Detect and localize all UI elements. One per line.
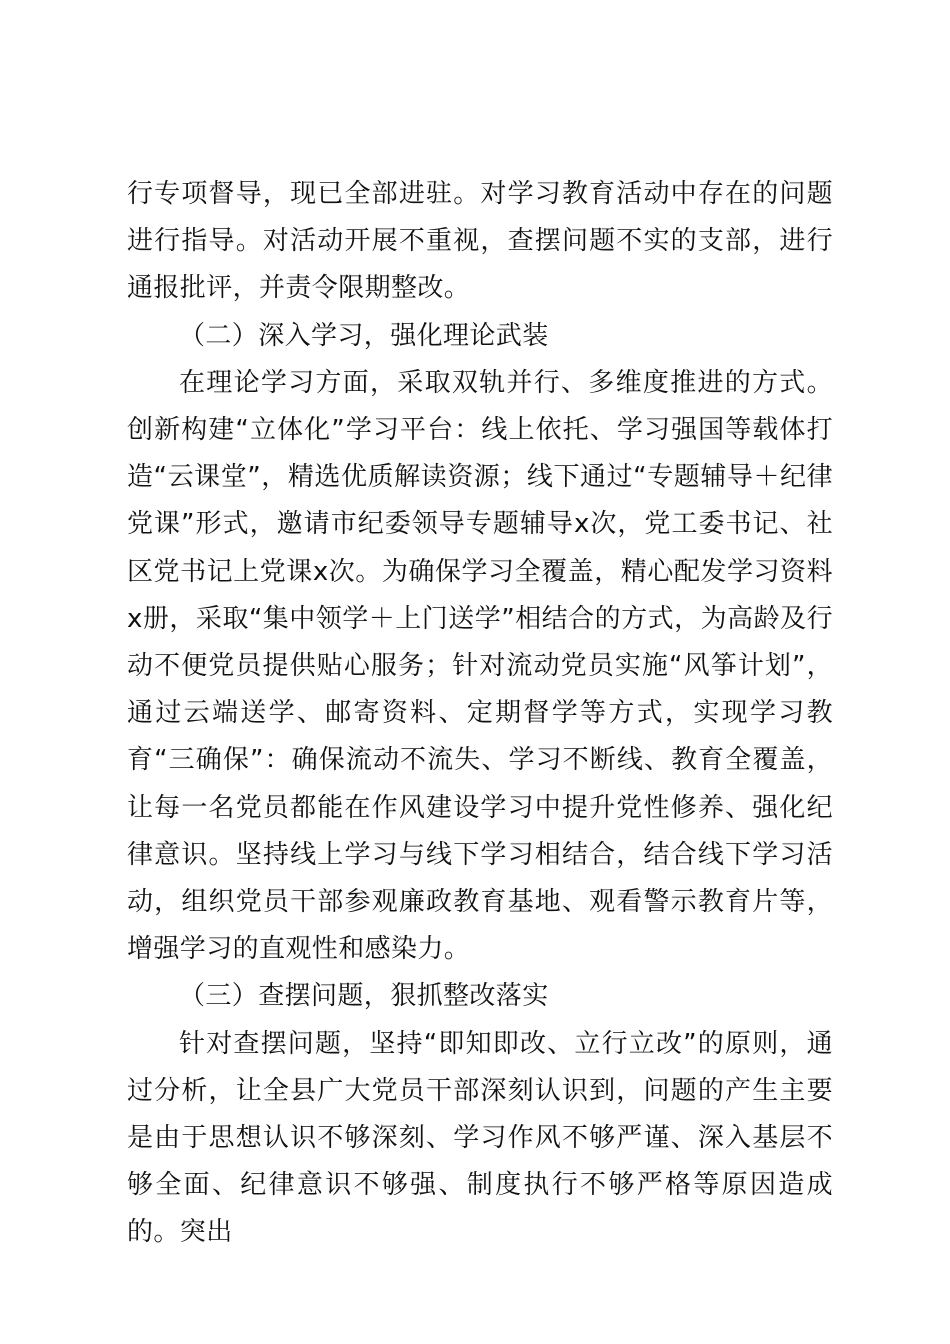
section-heading-deep-study: （二）深入学习，强化理论武装 — [179, 320, 549, 351]
paragraph-problem-analysis: 针对查摆问题，坚持“即知即改、立行立改”的原则，通过分析，让全县广大党员干部深刻认识到，问题的产生主要是由于思想认识不够深刻、学习作风不够严谨、深入基层不够全面、纪律意识不够强、制度执行不够严格等原因造成的。突出 — [127, 1028, 833, 1248]
section-heading-rectification: （三）查摆问题，狠抓整改落实 — [179, 981, 549, 1012]
paragraph-supervision-continued: 行专项督导，现已全部进驻。对学习教育活动中存在的问题进行指导。对活动开展不重视，查摆问题不实的支部，进行通报批评，并责令限期整改。 — [127, 179, 833, 304]
paragraph-theory-study: 在理论学习方面，采取双轨并行、多维度推进的方式。创新构建“立体化”学习平台：线上依托、学习强国等载体打造“云课堂”，精选优质解读资源；线下通过“专题辅导＋纪律党课”形式，邀请市纪委领导专题辅导x次，党工委书记、社区党书记上党课x次。为确保学习全覆盖，精心配发学习资料x册，采取“集中领学＋上门送学”相结合的方式，为高龄及行动不便党员提供贴心服务；针对流动党员实施“风筝计划”，通过云端送学、邮寄资料、定期督学等方式，实现学习教育“三确保”：确保流动不流失、学习不断线、教育全覆盖，让每一名党员都能在作风建设学习中提升党性修养、强化纪律意识。坚持线上学习与线下学习相结合，结合线下学习活动，组织党员干部参观廉政教育基地、观看警示教育片等，增强学习的直观性和感染力。 — [127, 367, 833, 965]
document-body — [127, 171, 833, 1257]
